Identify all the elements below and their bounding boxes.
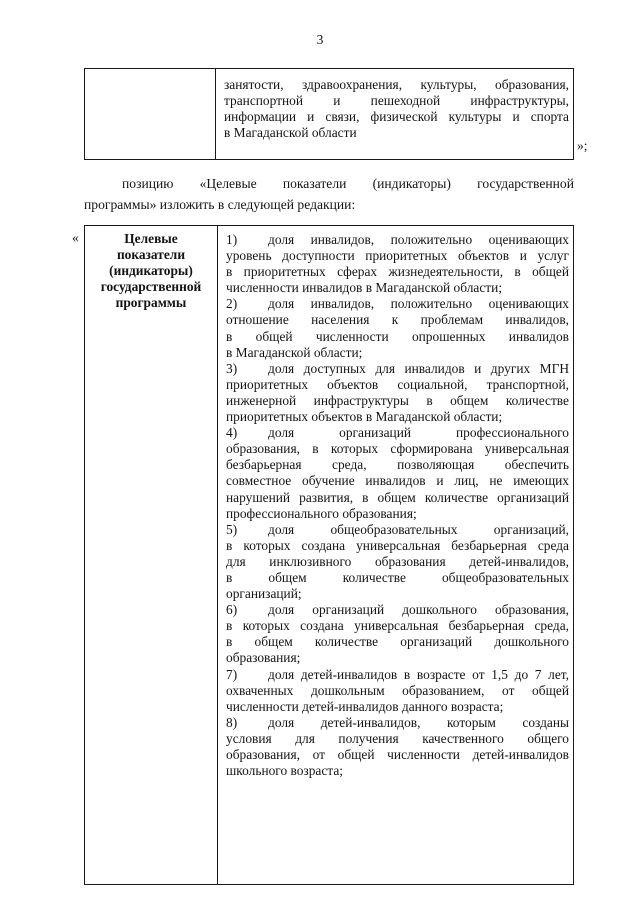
indicator-line: образования, от общей численности детей-инвалидов: [226, 747, 569, 762]
indicator-line: доля организаций дошкольного образования,: [268, 602, 569, 618]
indicator-first-line: [226, 425, 569, 441]
indicator-line: образования;: [226, 650, 301, 666]
indicator-line: доля организаций профессионального: [268, 425, 569, 441]
top-table-left-cell: [85, 69, 216, 160]
indicator-line: нарушений развития, в общем количестве организаций: [226, 489, 569, 505]
indicator-item: [226, 296, 569, 360]
indicator-line: приоритетных объектов в Магаданской области;: [226, 409, 503, 425]
indicator-number: 7): [226, 666, 238, 682]
indicator-first-line: [226, 522, 569, 538]
closing-quote: »;: [577, 138, 588, 153]
indicator-first-line: [226, 715, 569, 731]
indicator-line: безбарьерная среда, позволяющая обеспечить: [226, 457, 569, 473]
indicator-first-line: [226, 361, 569, 377]
top-table: [84, 68, 574, 160]
indicator-line: доля детей-инвалидов, которым созданы: [268, 714, 569, 730]
indicator-line: доля доступных для инвалидов и других МГН: [268, 360, 569, 376]
opening-quote: «: [72, 230, 79, 245]
indicator-line: условия для получения качественного общего: [226, 730, 569, 746]
instruction-line: программы» изложить в следующей редакции:: [84, 197, 356, 212]
indicators-table: [84, 225, 574, 885]
indicator-line: для инклюзивного образования детей-инвалидов,: [226, 553, 569, 569]
indicator-first-line: [226, 667, 569, 683]
indicator-item: [226, 602, 569, 666]
indicator-first-line: [226, 602, 569, 618]
indicator-line: доля инвалидов, положительно оценивающих: [268, 232, 569, 247]
indicators-header: Целевые показатели (индикаторы) государственной программы: [100, 231, 202, 310]
indicator-line: доля инвалидов, положительно оценивающих: [268, 296, 569, 312]
top-table-text: [224, 77, 569, 141]
indicator-line: в Магаданской области;: [226, 344, 363, 360]
indicator-line: в общем количестве организаций дошкольного: [226, 634, 569, 650]
indicators-header-cell: [85, 226, 218, 885]
indicator-line: в общем количестве общеобразовательных: [226, 569, 569, 585]
indicator-line: в которых создана универсальная безбарьерная среда,: [226, 618, 569, 634]
instruction-paragraph: [84, 173, 574, 215]
indicator-line: инженерной инфраструктуры в общем количестве: [226, 392, 569, 408]
indicator-number: 5): [226, 521, 238, 537]
indicator-first-line: [226, 296, 569, 312]
indicator-number: 2): [226, 296, 238, 312]
indicator-number: 3): [226, 360, 238, 376]
indicator-line: в приоритетных сферах жизнедеятельности, в общей: [226, 264, 569, 280]
indicator-number: 6): [226, 602, 238, 618]
indicator-line: доля детей-инвалидов в возрасте от 1,5 до 7 лет,: [268, 666, 569, 682]
indicator-item: [226, 425, 569, 522]
indicator-line: уровень доступности приоритетных объектов и услуг: [226, 248, 569, 264]
indicator-number: 1): [226, 232, 238, 247]
indicator-line: в которых создана универсальная безбарьерная среда: [226, 537, 569, 553]
indicator-line: численности детей-инвалидов данного возраста;: [226, 698, 504, 714]
indicators-list-cell: [218, 226, 574, 885]
indicator-line: численности инвалидов в Магаданской области;: [226, 280, 503, 296]
indicator-item: [226, 667, 569, 715]
indicator-line: в общей численности опрошенных инвалидов: [226, 328, 569, 344]
indicator-line: приоритетных объектов социальной, транспортной,: [226, 376, 569, 392]
indicator-line: организаций;: [226, 586, 302, 602]
indicator-line: профессионального образования;: [226, 505, 417, 521]
indicator-line: школьного возраста;: [226, 763, 343, 779]
indicator-line: образования, в которых сформирована универсальная: [226, 441, 569, 457]
indicator-item: [226, 361, 569, 425]
top-line: транспортной и пешеходной инфраструктуры,: [224, 93, 569, 109]
indicator-line: совместное обучение инвалидов и лиц, не имеющих: [226, 473, 569, 489]
indicator-line: отношение населения к проблемам инвалидов,: [226, 312, 569, 328]
indicator-number: 4): [226, 425, 238, 441]
indicator-item: [226, 522, 569, 602]
indicator-first-line: [226, 232, 569, 248]
indicator-item: [226, 232, 569, 296]
top-line: информации и связи, физической культуры и спорта: [224, 109, 569, 125]
top-table-right-cell: [216, 69, 574, 160]
indicator-line: охваченных дошкольным образованием, от общей: [226, 682, 569, 698]
top-line: в Магаданской области: [224, 125, 357, 141]
indicator-item: [226, 715, 569, 779]
instruction-line: позицию «Целевые показатели (индикаторы) государственной: [122, 176, 574, 191]
indicator-line: доля общеобразовательных организаций,: [268, 521, 569, 537]
indicator-number: 8): [226, 714, 238, 730]
top-line: занятости, здравоохранения, культуры, образования,: [224, 77, 569, 92]
page-number: 3: [316, 32, 324, 47]
indicators-list: [226, 232, 569, 779]
